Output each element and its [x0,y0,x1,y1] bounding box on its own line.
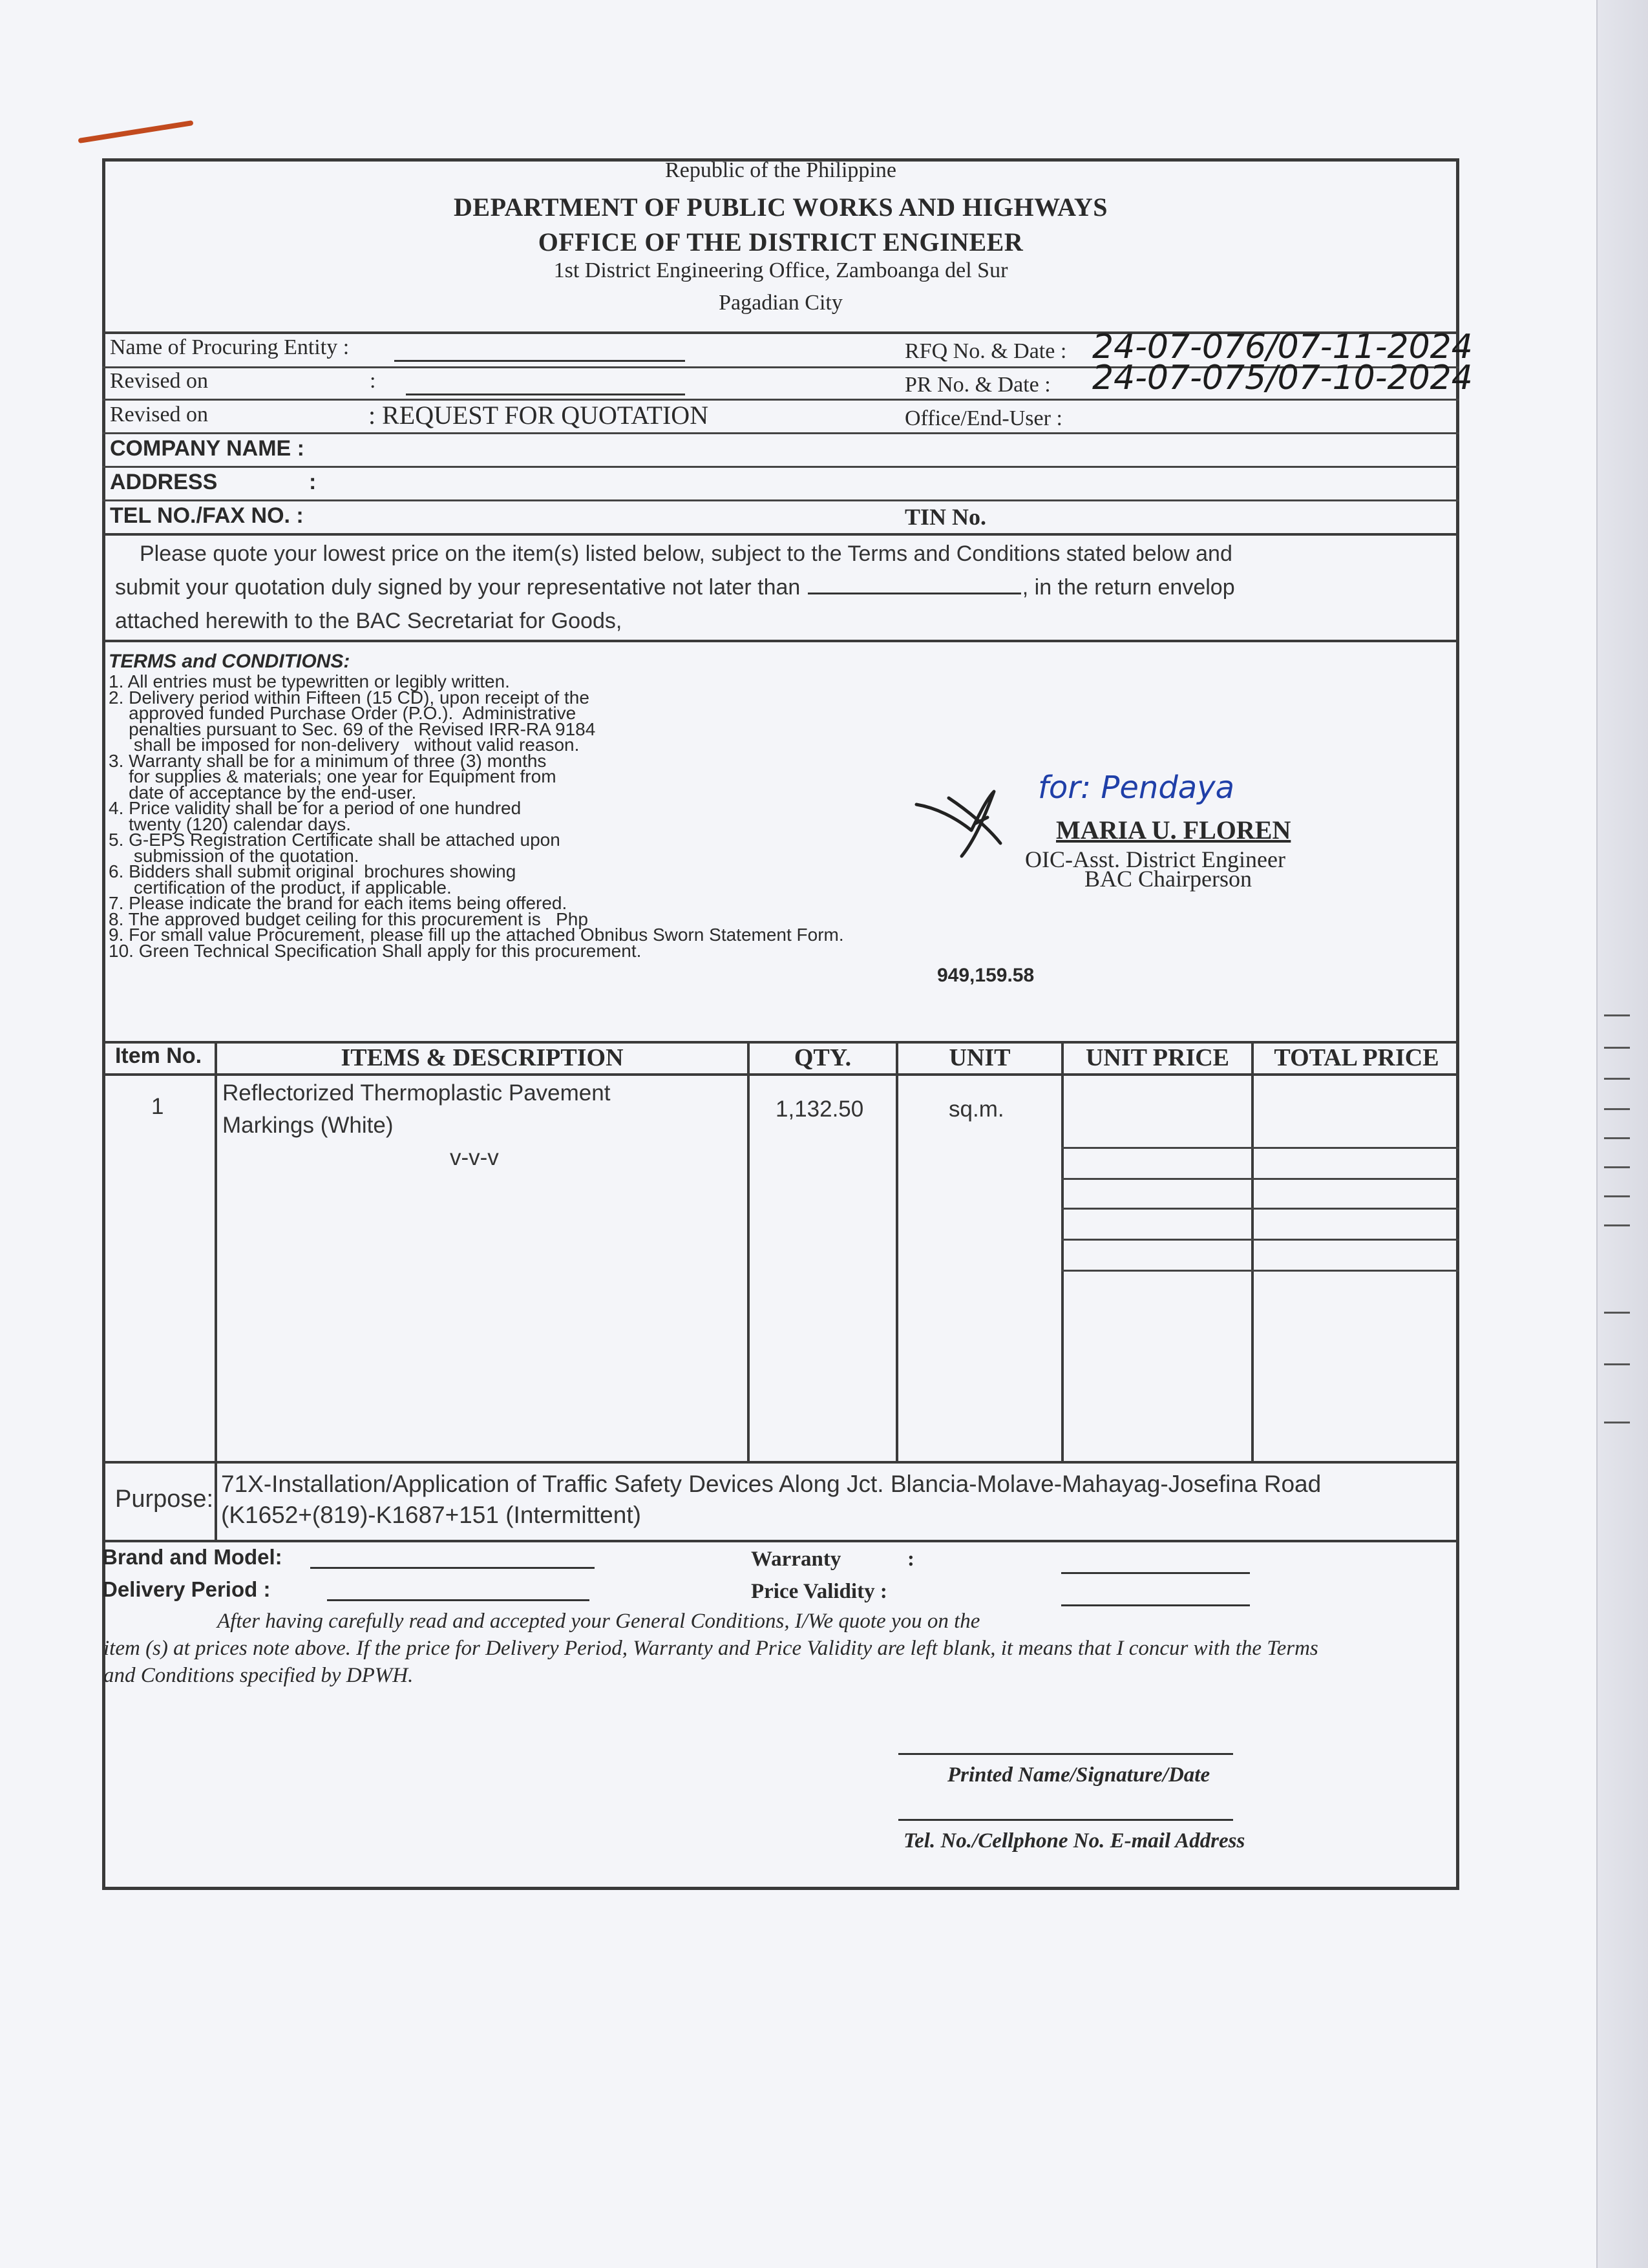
edge-mark [1604,1137,1630,1139]
revised-on-field[interactable] [406,394,685,395]
contact-line[interactable] [898,1819,1233,1821]
terms-item: 6. Bidders shall submit original brochures showing [109,861,516,881]
revised-on-colon: : [370,369,376,393]
terms-item: 3. Warranty shall be for a minimum of three (3) months [109,750,547,771]
edge-mark [1604,1047,1630,1049]
purpose-text [221,1469,1321,1531]
edge-mark [1604,1224,1630,1226]
brand-model-label: Brand and Model: [102,1545,282,1569]
pr-number-handwritten: 24-07-075/07-10-2024 [1092,359,1473,397]
signatory-role: BAC Chairperson [1084,866,1252,892]
statement-line-3: and Conditions specified by DPWH. [103,1664,414,1687]
city: Pagadian City [719,291,843,315]
item-description-line: Markings (White) [222,1113,394,1138]
instruction-line-2 [115,571,1235,604]
procuring-entity-label: Name of Procuring Entity : [110,335,350,359]
terms-item: certification of the product, if applicable. [109,877,452,898]
instruction-envelope-text: , in the return envelop [1022,575,1235,600]
signature-line[interactable] [898,1753,1233,1755]
instruction-line-3: attached herewith to the BAC Secretariat for Goods, [115,609,622,633]
signatory-title: OIC-Asst. District Engineer [1025,846,1285,872]
col-header-total-price: TOTAL PRICE [1274,1044,1439,1071]
signature-caption: Printed Name/Signature/Date [947,1763,1210,1787]
terms-item: submission of the quotation. [109,845,359,866]
procuring-entity-field[interactable] [394,360,685,362]
edge-mark [1604,1078,1630,1080]
budget-ceiling-amount: 949,159.58 [937,965,1035,986]
terms-item: twenty (120) calendar days. [109,814,352,834]
terms-title: TERMS and CONDITIONS: [109,651,350,672]
brand-model-field[interactable] [310,1567,595,1569]
terms-item: 2. Delivery period within Fifteen (15 CD), upon receipt of the [109,687,589,708]
purpose-label: Purpose: [115,1486,214,1513]
revised-on-label: Revised on [110,369,209,393]
terms-item: approved funded Purchase Order (P.O.). Administrative [109,703,576,723]
rule [102,1540,1459,1542]
price-rule [1061,1239,1459,1241]
item-quantity: 1,132.50 [776,1097,864,1122]
col-divider [896,1041,898,1461]
col-header-description: ITEMS & DESCRIPTION [341,1044,624,1071]
price-validity-label: Price Validity : [751,1580,887,1603]
rule [102,1073,1459,1076]
rfq-number-handwritten: 24-07-076/07-11-2024 [1092,328,1473,366]
pr-label: PR No. & Date : [905,373,1051,397]
col-divider [1251,1041,1254,1461]
terms-item: 1. All entries must be typewritten or legibly written. [109,671,510,691]
item-unit: sq.m. [949,1097,1004,1122]
form-title: : REQUEST FOR QUOTATION [368,401,709,430]
purpose-line: 71X-Installation/Application of Traffic Safety Devices Along Jct. Blancia-Molave-Mahayag-Josefina Road [221,1471,1322,1497]
terms-item: shall be imposed for non-delivery without valid reason. [109,735,580,755]
address-label: ADDRESS [110,470,218,494]
revised-on-label-2: Revised on [110,403,209,426]
statement-line-2: item (s) at prices note above. If the price for Delivery Period, Warranty and Price Validity are left blank, it means that I concur with the Terms [103,1637,1318,1660]
department-name: DEPARTMENT OF PUBLIC WORKS AND HIGHWAYS [454,193,1108,222]
rule [102,1461,1459,1464]
instruction-line-1: Please quote your lowest price on the item(s) listed below, subject to the Terms and Conditions stated below and [140,541,1232,566]
handwritten-for-note: for: Pendaya [1038,770,1235,806]
edge-mark [1604,1108,1630,1110]
terms-item: date of acceptance by the end-user. [109,782,417,803]
rule [102,499,1459,501]
rule [102,399,1459,401]
item-description [222,1077,610,1174]
price-rule [1061,1208,1459,1210]
edge-mark [1604,1422,1630,1423]
rule [102,466,1459,468]
terms-item: for supplies & materials; one year for Equipment from [109,766,556,786]
page-edge-stack [1596,0,1648,2268]
warranty-label: Warranty [751,1548,841,1571]
col-divider [1061,1041,1064,1461]
office-name: OFFICE OF THE DISTRICT ENGINEER [538,227,1024,257]
terms-item: 5. G-EPS Registration Certificate shall be attached upon [109,830,560,850]
terms-item: penalties pursuant to Sec. 69 of the Revised IRR-RA 9184 [109,719,596,739]
total-price-field[interactable] [1255,1077,1457,1144]
terms-item: 9. For small value Procurement, please fill up the attached Obnibus Sworn Statement Form. [109,925,844,945]
tin-label: TIN No. [905,504,987,530]
item-description-line: Reflectorized Thermoplastic Pavement [222,1080,611,1106]
deadline-blank[interactable] [808,573,1021,594]
col-header-item-no: Item No. [114,1044,202,1068]
signature-scribble [910,779,1013,869]
col-header-qty: QTY. [794,1044,852,1071]
col-header-unit-price: UNIT PRICE [1085,1044,1230,1071]
col-divider [747,1041,750,1461]
rule [102,432,1459,434]
terms-item: 10. Green Technical Specification Shall apply for this procurement. [109,940,642,961]
edge-mark [1604,1166,1630,1168]
republic-line: Republic of the Philippine [665,158,896,182]
price-rule [1061,1178,1459,1180]
rfq-form [102,158,1473,1890]
price-rule [1061,1147,1459,1149]
edge-mark [1604,1312,1630,1314]
instruction-deadline-text: submit your quotation duly signed by your representative not later than [115,575,801,600]
unit-price-field[interactable] [1065,1077,1249,1144]
terms-item: 8. The approved budget ceiling for this procurement is Php [109,908,588,929]
office-end-user-label: Office/End-User : [905,406,1062,430]
rfq-label: RFQ No. & Date : [905,339,1067,363]
contact-caption: Tel. No./Cellphone No. E-mail Address [903,1829,1245,1853]
warranty-field[interactable] [1061,1572,1250,1574]
district-office: 1st District Engineering Office, Zamboanga del Sur [553,258,1008,282]
terms-item: 4. Price validity shall be for a period of one hundred [109,798,522,818]
col-divider [215,1041,217,1540]
company-name-label: COMPANY NAME : [110,436,304,461]
rule [102,533,1459,536]
edge-mark [1604,1363,1630,1365]
item-description-end-mark: v-v-v [450,1145,499,1170]
warranty-colon: : [907,1548,914,1571]
price-rule [1061,1270,1459,1272]
address-colon: : [309,470,317,494]
rule [102,640,1459,642]
price-validity-field[interactable] [1061,1604,1250,1606]
edge-mark [1604,1195,1630,1197]
edge-mark [1604,1014,1630,1016]
delivery-period-field[interactable] [327,1599,589,1601]
purpose-line: (K1652+(819)-K1687+151 (Intermittent) [221,1502,641,1528]
terms-list [109,671,844,961]
terms-item: 7. Please indicate the brand for each items being offered. [109,893,567,913]
signatory-name: MARIA U. FLOREN [1056,815,1291,845]
delivery-period-label: Delivery Period : [102,1577,271,1601]
item-number: 1 [151,1094,164,1119]
tel-fax-label: TEL NO./FAX NO. : [110,503,304,528]
col-header-unit: UNIT [949,1044,1011,1071]
statement-line-1: After having carefully read and accepted your General Conditions, I/We quote you on the [217,1610,980,1633]
